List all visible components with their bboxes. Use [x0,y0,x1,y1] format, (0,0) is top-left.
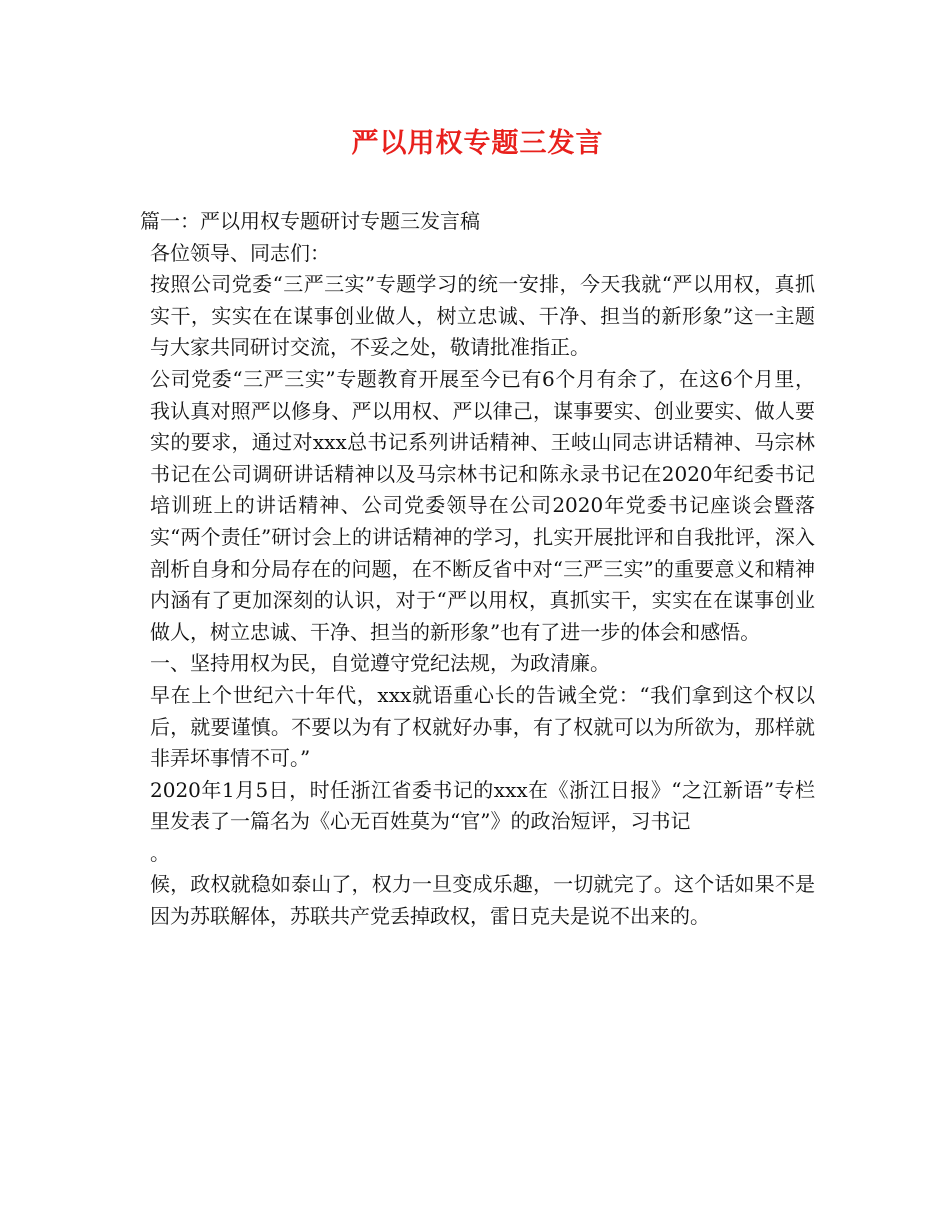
point-one-heading: 一、坚持用权为民，自觉遵守党纪法规，为政清廉。 [150,651,610,676]
paragraph-commentary: 2020年1月5日，时任浙江省委书记的xxx在《浙江日报》“之江新语”专栏里发表了一篇名为《心无百姓莫为“官”》的政治短评，习书记 [150,777,815,834]
paragraph-power: 候，政权就稳如泰山了，权力一旦变成乐趣，一切就完了。这个话如果不是因为苏联解体，苏联共产党丢掉政权，雷日克夫是说不出来的。 [150,872,815,929]
section-heading: 篇一：严以用权专题研讨专题三发言稿 [140,209,480,233]
paragraph-intro: 按照公司党委“三严三实”专题学习的统一安排，今天我就“严以用权，真抓实干，实实在在谋事创业做人，树立忠诚、干净、担当的新形象”这一主题与大家共同研讨交流，不妥之处，敬请批准指正。 [150,272,815,360]
paragraph-study: 公司党委“三严三实”专题教育开展至今已有6个月有余了，在这6个月里，我认真对照严以修身、严以用权、严以律己，谋事要实、创业要实、做人要实的要求，通过对xxx总书记系列讲话精神、王岐山同志讲话精神、马宗林书记在公司调研讲话精神以及马宗林书记和陈永录书记在2020年纪委书记培训班上的讲话精神、公司党委领导在公司2020年党委书记座谈会暨落实“两个责任”研讨会上的讲话精神的学习，扎实开展批评和自我批评，深入剖析自身和分局存在的问题，在不断反省中对“三严三实”的重要意义和精神内涵有了更加深刻的认识，对于“严以用权，真抓实干，实实在在谋事创业做人，树立忠诚、干净、担当的新形象”也有了进一步的体会和感悟。 [150,366,815,644]
paragraph-quote: 早在上个世纪六十年代，xxx就语重心长的告诫全党：“我们拿到这个权以后，就要谨慎。不要以为有了权就好办事，有了权就可以为所欲为，那样就非弄坏事情不可。” [150,682,815,771]
document-title: 严以用权专题三发言 [351,128,604,159]
salutation: 各位领导、同志们： [150,240,330,265]
document-page [140,124,815,933]
paragraph-fragment: 。 [150,840,170,865]
